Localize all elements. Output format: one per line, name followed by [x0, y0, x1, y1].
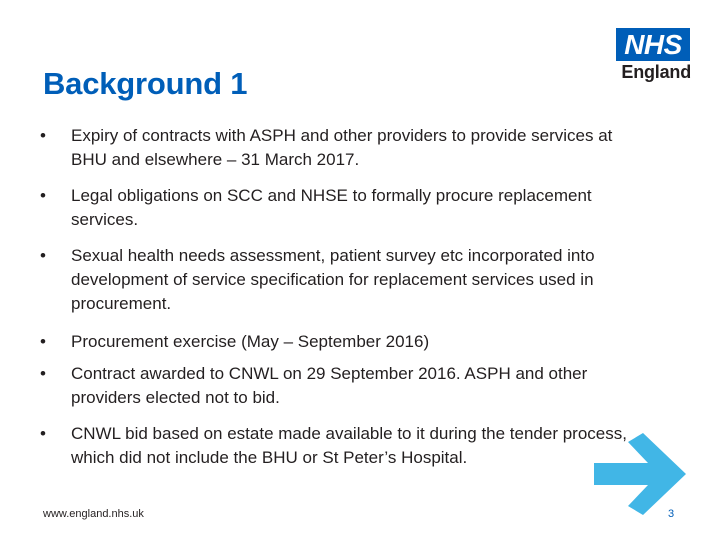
- bullet-marker: •: [40, 246, 46, 265]
- bullet-text: Legal obligations on SCC and NHSE to formally procure replacement services.: [71, 186, 592, 229]
- bullet-item: [40, 362, 640, 410]
- footer-url: www.england.nhs.uk: [43, 508, 144, 520]
- page-number: 3: [668, 508, 675, 520]
- bullet-text: Procurement exercise (May – September 2016): [71, 332, 430, 351]
- bullet-item: [40, 330, 640, 354]
- nhs-logo-mark: NHS: [616, 28, 690, 61]
- bullet-item: [40, 124, 640, 172]
- bullet-item: [40, 184, 640, 232]
- bullet-text: Expiry of contracts with ASPH and other providers to provide services at BHU and elsewhere – 31 March 2017.: [71, 126, 613, 169]
- bullet-text: Sexual health needs assessment, patient survey etc incorporated into development of service specification for replacement services used in procurement.: [71, 246, 595, 313]
- bullet-item: [40, 422, 640, 470]
- bullet-text: CNWL bid based on estate made available to it during the tender process, which did not include the BHU or St Peter’s Hospital.: [71, 424, 627, 467]
- bullet-marker: •: [40, 332, 46, 351]
- bullet-text: Contract awarded to CNWL on 29 September 2016. ASPH and other providers elected not to bid.: [71, 364, 588, 407]
- bullet-marker: •: [40, 364, 46, 383]
- bullet-item: [40, 244, 640, 316]
- nhs-logo-region: England: [621, 62, 691, 82]
- bullet-marker: •: [40, 186, 46, 205]
- nhs-england-logo: [616, 28, 692, 83]
- bullet-marker: •: [40, 126, 46, 145]
- slide-title: Background 1: [43, 66, 248, 101]
- bullet-marker: •: [40, 424, 46, 443]
- right-arrow-icon: [590, 433, 692, 520]
